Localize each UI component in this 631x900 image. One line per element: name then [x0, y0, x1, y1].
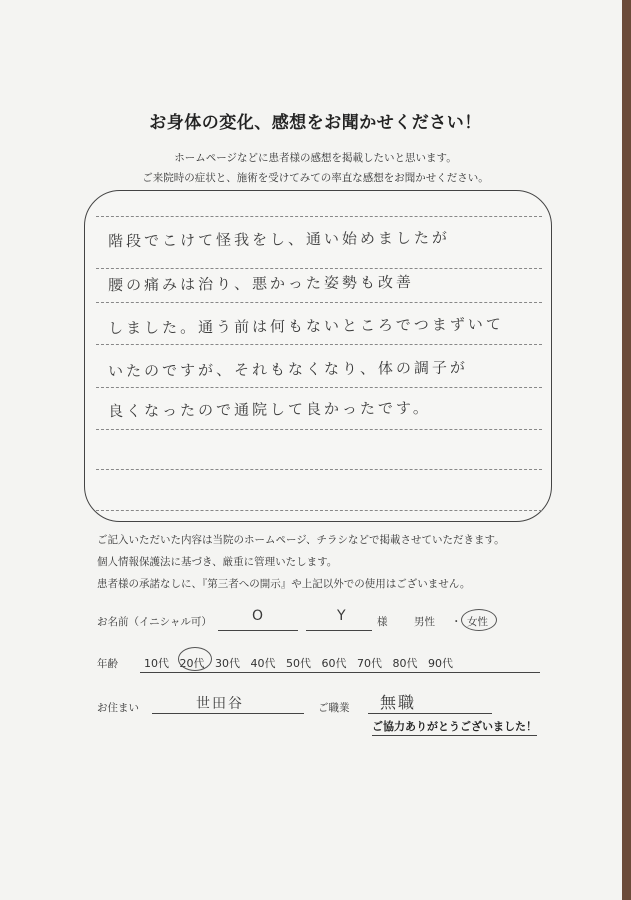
address-label: お住まい	[97, 702, 139, 714]
handwritten-line-3: しました。通う前は何もないところでつまずいて	[107, 315, 504, 338]
name-label: お名前（イニシャル可）	[97, 616, 212, 628]
address-underline	[152, 713, 304, 714]
occupation-label: ご職業	[318, 702, 350, 714]
thanks-note: ご協力ありがとうございました！	[372, 718, 537, 736]
age-label: 年齢	[97, 658, 118, 670]
notice-line-3: 患者様の承諾なしに、『第三者への開示』や上記以外での使用はございません。	[97, 578, 471, 590]
name-initial-2: Y	[337, 608, 348, 624]
handwritten-line-5: 良くなったので通院して良かったです。	[107, 398, 431, 421]
ruled-line	[96, 510, 542, 511]
form-title: お身体の変化、感想をお聞かせください！	[149, 113, 482, 133]
handwritten-line-2: 腰の痛みは治り、悪かった姿勢も改善	[107, 273, 415, 295]
handwritten-line-1: 階段でこけて怪我をし、通い始めましたが	[107, 228, 451, 251]
ruled-line	[96, 268, 542, 269]
age-underline	[140, 672, 540, 673]
notice-line-1: ご記入いただいた内容は当院のホームページ、チラシなどで掲載させていただきます。	[97, 534, 505, 546]
gender-male-option: 男性	[414, 616, 435, 628]
name-last-underline	[306, 630, 372, 631]
ruled-line	[96, 387, 542, 388]
ruled-line	[96, 302, 542, 303]
gender-selection-circle	[461, 609, 497, 631]
occupation-underline	[368, 713, 492, 714]
ruled-line	[96, 429, 542, 430]
gender-female-option: 女性	[467, 616, 488, 628]
age-options: 10代 20代 30代 40代 50代 60代 70代 80代 90代	[144, 657, 453, 670]
age-selection-circle	[178, 647, 212, 671]
notice-line-2: 個人情報保護法に基づき、厳重に管理いたします。	[97, 556, 338, 568]
gender-separator: ・	[451, 616, 462, 628]
ruled-line	[96, 216, 542, 217]
name-initial-1: O	[252, 608, 266, 624]
page-edge	[622, 0, 631, 900]
form-intro-line-2: ご来院時の症状と、施術を受けてみての率直な感想をお聞かせください。	[142, 172, 489, 184]
handwritten-line-4: いたのですが、それもなくなり、体の調子が	[107, 358, 469, 381]
form-intro-line-1: ホームページなどに患者様の感想を掲載したいと思います。	[174, 152, 457, 164]
address-value: 世田谷	[196, 696, 244, 712]
occupation-value: 無職	[380, 693, 417, 712]
ruled-line	[96, 344, 542, 345]
name-first-underline	[218, 630, 298, 631]
honorific-label: 様	[377, 616, 388, 628]
ruled-line	[96, 469, 542, 470]
